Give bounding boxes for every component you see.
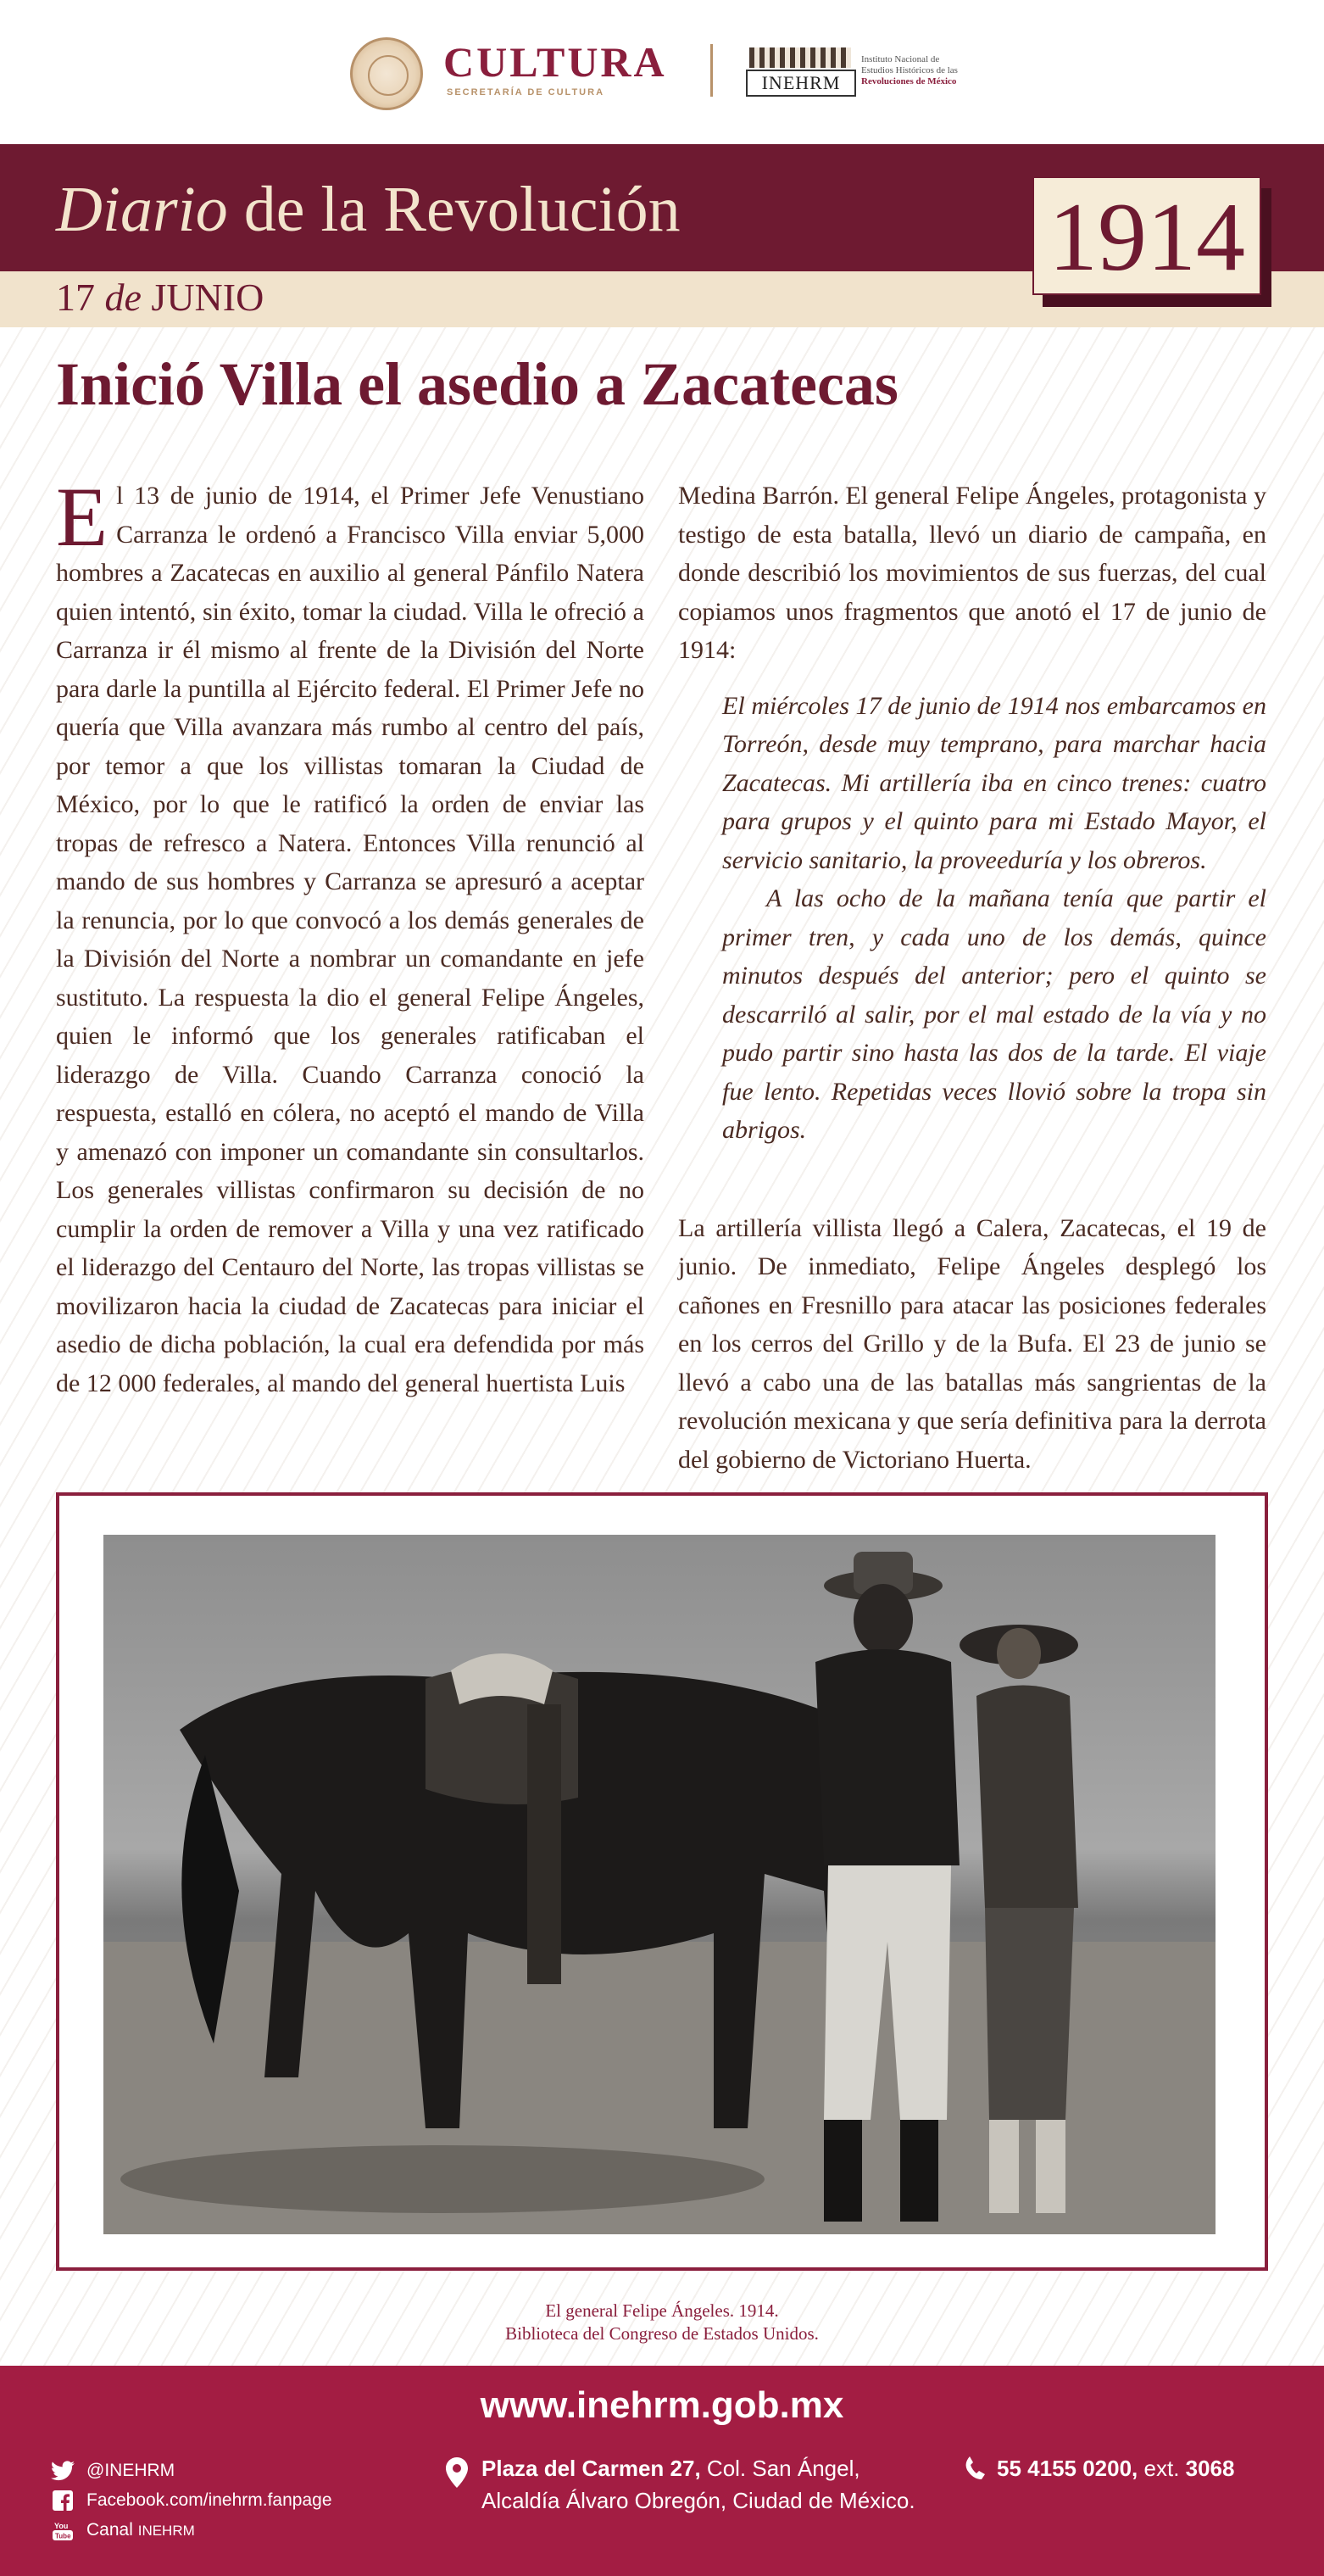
facebook-link[interactable]: Facebook.com/inehrm.fanpage bbox=[51, 2485, 332, 2515]
diary-quote-1: El miércoles 17 de junio de 1914 nos embarcamos en Torreón, desde muy temprano, para marchar hacia Zacatecas. Mi artillería iba en cinco trenes: cuatro para grupos y el quinto para mi Estado Mayor, el servicio sanitario, la proveeduría y los obreros. bbox=[722, 691, 1266, 874]
youtube-link[interactable]: You Tube Canal INEHRM bbox=[51, 2515, 332, 2545]
national-seal-icon bbox=[350, 37, 423, 110]
youtube-icon bbox=[51, 2520, 75, 2540]
article-paragraph-1: El 13 de junio de 1914, el Primer Jefe Venustiano Carranza le ordenó a Francisco Villa enviar 5,000 hombres a Zacatecas en auxilio al general Pánfilo Natera quien intentó, sin éxito, tomar la ciudad. Villa le ofreció a Carranza ir él mismo al frente de la División del Norte para darle la puntilla al Ejército federal. El Primer Jefe no quería que Villa avanzara más rumbo al centro del país, por temor a que los villistas tomaran la Ciudad de México, por lo que le ratificó la orden de enviar las tropas de refresco a Natera. Entonces Villa renunció al mando de sus hombres y Carranza se apresuró a aceptar la renuncia, por lo que convocó a los demás generales de la División del Norte a nombrar un comandante en jefe sustituto. La respuesta la dio el general Felipe Ángeles, quien le informó que los generales ratificaban el liderazgo de Villa. Cuando Carranza conoció la respuesta, estalló en cólera, no aceptó el mando de Villa y amenazó con imponer un comandante sin consultarlos. Los generales villistas confirmaron su decisión de no cumplir la orden de remover a Villa y una vez ratificado el liderazgo del Centauro del Norte, las tropas villistas se movilizaron hacia la ciudad de Zacatecas para iniciar el asedio de dicha población, la cual era defendida por más de 12 000 federales, al mando del general huertista Luis bbox=[56, 470, 644, 1397]
diary-quote-2: A las ocho de la mañana tenía que partir el primer tren, y cada uno de los demás, quince minutos después del anterior; pero el quinto se descarriló al salir, por el mal estado de la vía y no pudo partir sino hasta las dos de la tarde. El viaje fue lento. Repetidas veces llovió sobre la tropa sin abrigos. bbox=[722, 884, 1266, 1144]
social-links bbox=[51, 2456, 332, 2545]
article-right-column bbox=[678, 477, 1266, 1479]
twitter-link[interactable]: @INEHRM bbox=[51, 2456, 332, 2485]
article-left-column bbox=[56, 470, 644, 1402]
dropcap: E bbox=[56, 470, 108, 564]
svg-text:Tube: Tube bbox=[55, 2532, 71, 2540]
phone-number[interactable]: 55 4155 0200, ext. 3068 bbox=[965, 2452, 1234, 2484]
series-title: Diario de la Revolución bbox=[56, 174, 681, 245]
year-box: 1914 bbox=[1032, 176, 1261, 295]
facebook-icon bbox=[51, 2490, 75, 2511]
inehrm-logo bbox=[746, 47, 854, 97]
inehrm-building-icon bbox=[749, 47, 851, 68]
inehrm-fullname: Instituto Nacional de Estudios Históricos de las Revoluciones de México bbox=[861, 54, 958, 86]
location-pin-icon bbox=[446, 2457, 468, 2488]
article-paragraph-3: La artillería villista llegó a Calera, Zacatecas, el 19 de junio. De inmediato, Felipe Ángeles desplegó los cañones en Fresnillo para atacar las posiciones federales en los cerros del Grillo y de la Bufa. El 23 de junio se llevó a cabo una de las batallas más sangrientas de la revolución mexicana y que sería definitiva para la derrota del gobierno de Victoriano Huerta. bbox=[678, 1213, 1266, 1474]
inehrm-wordmark: INEHRM bbox=[746, 70, 856, 97]
logo-divider bbox=[710, 44, 713, 97]
website-link[interactable]: www.inehrm.gob.mx bbox=[480, 2384, 844, 2426]
cultura-subtitle: SECRETARÍA DE CULTURA bbox=[447, 87, 605, 98]
address: Plaza del Carmen 27, Col. San Ángel, Alcaldía Álvaro Obregón, Ciudad de México. bbox=[446, 2452, 915, 2517]
issue-date: 17 de JUNIO bbox=[56, 276, 264, 319]
cultura-logo: CULTURA bbox=[443, 38, 667, 86]
historical-photo bbox=[103, 1535, 1216, 2234]
phone-icon bbox=[965, 2456, 985, 2480]
article-paragraph-2: Medina Barrón. El general Felipe Ángeles, protagonista y testigo de esta batalla, llevó un diario de campaña, en donde describió los movimientos de sus fuerzas, del cual copiamos unos fragmentos que anotó el 17 de junio de 1914: bbox=[678, 482, 1266, 664]
logo-header bbox=[0, 0, 1324, 144]
twitter-icon bbox=[51, 2461, 75, 2481]
photo-illustration bbox=[103, 1535, 1216, 2234]
article-headline: Inició Villa el asedio a Zacatecas bbox=[56, 350, 898, 418]
footer bbox=[0, 2366, 1324, 2576]
svg-text:You: You bbox=[54, 2522, 69, 2530]
photo-caption: El general Felipe Ángeles. 1914. Biblioteca del Congreso de Estados Unidos. bbox=[505, 2300, 819, 2344]
